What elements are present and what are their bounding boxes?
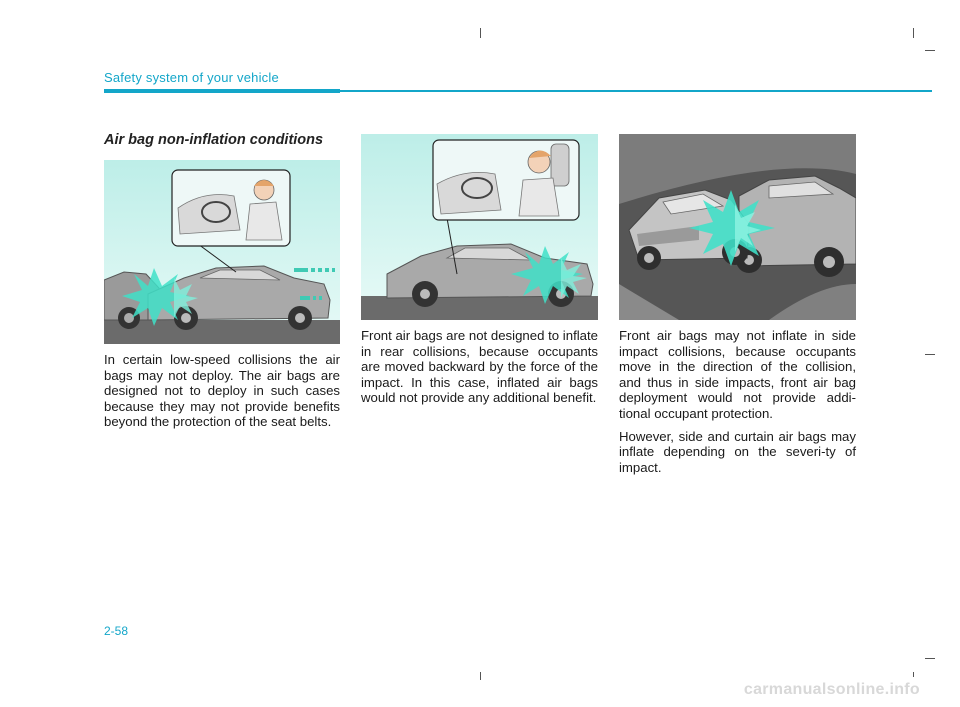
crop-mark: [925, 50, 935, 51]
paragraph: In certain low-speed collisions the air bags may not deploy. The air bags are designed not to deploy in such cases because they may not provide benefits beyond the protection of the seat belts.: [104, 352, 340, 430]
paragraph: However, side and curtain air bags may inflate depending on the severi-ty of impact.: [619, 428, 856, 475]
crop-mark: [480, 28, 481, 38]
figure-low-speed-collision: [104, 160, 340, 344]
paragraph: Front air bags are not designed to inflate in rear collisions, because occupants are moved backward by the force of the impact. In this case, inflated air bags would not provide any additional benefit.: [361, 328, 598, 406]
column-3-text: [619, 328, 856, 475]
column-1-text: [104, 352, 340, 430]
crop-mark: [925, 658, 935, 659]
crop-mark: [913, 672, 914, 677]
side-impact-illustration: [619, 134, 856, 320]
page-number: 2-58: [104, 624, 129, 638]
header-rule-thick: [104, 89, 340, 93]
crop-mark: [480, 672, 481, 680]
paragraph: Front air bags may not inflate in side impact collisions, because occupants move in the direction of the collision, and thus in side impacts, front air bag deployment would not provide addi-tional occupant protection.: [619, 328, 856, 421]
low-speed-collision-illustration: [104, 160, 340, 344]
footer-watermark: carmanualsonline.info: [743, 681, 920, 698]
crop-mark: [925, 354, 935, 355]
page-heading: Air bag non-inflation conditions: [104, 132, 324, 148]
crop-mark: [913, 28, 914, 38]
section-title: Safety system of your vehicle: [104, 70, 279, 85]
figure-side-impact: [619, 134, 856, 320]
column-2-text: [361, 328, 598, 406]
rear-collision-illustration: [361, 134, 598, 320]
header-rule-thin: [340, 90, 932, 92]
figure-rear-collision: [361, 134, 598, 320]
